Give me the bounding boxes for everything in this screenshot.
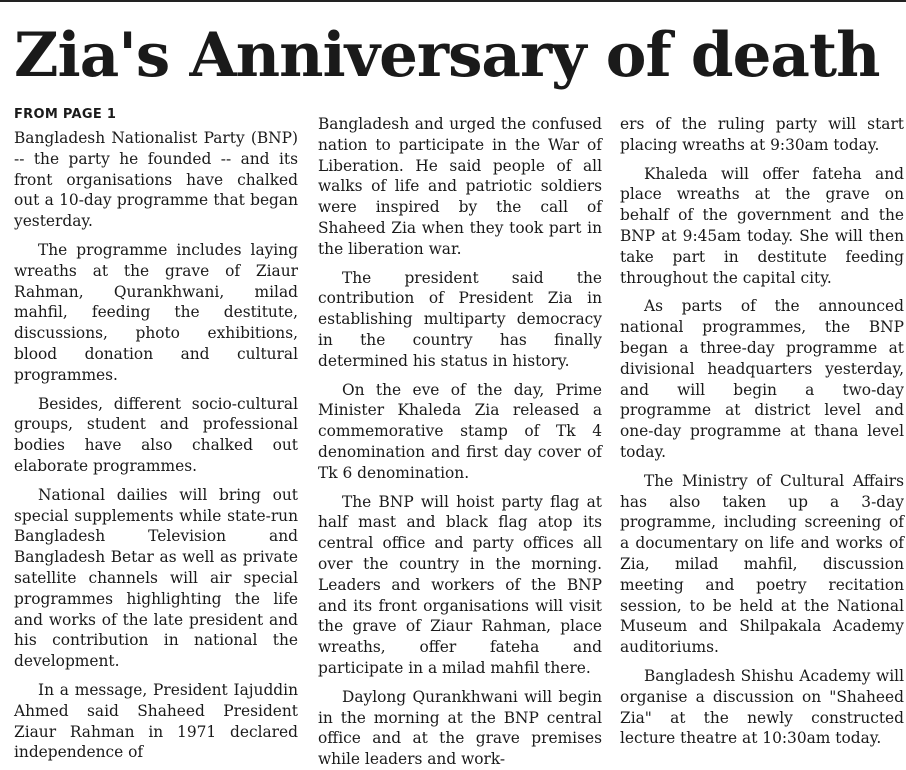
paragraph: On the eve of the day, Prime Minister Khaleda Zia released a commemorative stamp of Tk 4 denomination and first day cover of Tk 6 denomination. [318,380,602,482]
paragraph: As parts of the announced national programmes, the BNP began a three-day programme at divisional headquarters yesterday, and will begin a two-day programme at district level and one-day programme at thana level today. [620,297,904,461]
paragraph: Bangladesh Nationalist Party (BNP) -- the party he founded -- and its front organisations have chalked out a 10-day programme that began yesterday. [14,129,298,231]
paragraph: In a message, President Iajuddin Ahmed said Shaheed President Ziaur Rahman in 1971 declared independence of [14,680,298,762]
paragraph: The BNP will hoist party flag at half mast and black flag atop its central office and party offices all over the country in the morning. Leaders and workers of the BNP and its front organisations will visit the grave of Ziaur Rahman, place wreaths, offer fateha and participate in a milad mahfil there. [318,492,602,677]
article-column-1 [14,106,298,762]
article-column-3 [620,114,904,748]
paragraph: National dailies will bring out special supplements while state-run Bangladesh Television and Bangladesh Betar as well as private satellite channels will air special programmes highlighting the life and works of the late president and his contribution in national the development. [14,485,298,671]
paragraph: Daylong Qurankhwani will begin in the morning at the BNP central office and at the grave premises while leaders and work- [318,687,602,769]
paragraph: Besides, different socio-cultural groups, student and professional bodies have also chalked out elaborate programmes. [14,394,298,475]
paragraph: Bangladesh and urged the confused nation to participate in the War of Liberation. He said people of all walks of life and patriotic soldiers were inspired by the call of Shaheed Zia when they took part in the liberation war. [318,115,602,258]
paragraph: Bangladesh Shishu Academy will organise a discussion on "Shaheed Zia" at the newly constructed lecture theatre at 10:30am today. [620,666,904,748]
paragraph: ers of the ruling party will start placing wreaths at 9:30am today. [620,115,904,154]
article-column-2 [318,114,602,769]
section-label: FROM PAGE 1 [14,107,117,122]
paragraph: Khaleda will offer fateha and place wreaths at the grave on behalf of the government and the BNP at 9:45am today. She will then take part in destitute feeding throughout the capital city. [620,164,904,287]
paragraph: The Ministry of Cultural Affairs has also taken up a 3-day programme, including screening of a documentary on life and works of Zia, milad mahfil, discussion meeting and poetry recitation session, to be held at the National Museum and Shilpakala Academy auditoriums. [620,471,904,657]
headline: Zia's Anniversary of death [14,20,880,91]
paragraph: The president said the contribution of President Zia in establishing multiparty democracy in the country has finally determined his status in history. [318,268,602,370]
paragraph: The programme includes laying wreaths at the grave of Ziaur Rahman, Qurankhwani, milad mahfil, feeding the destitute, discussions, photo exhibitions, blood donation and cultural programmes. [14,240,298,384]
